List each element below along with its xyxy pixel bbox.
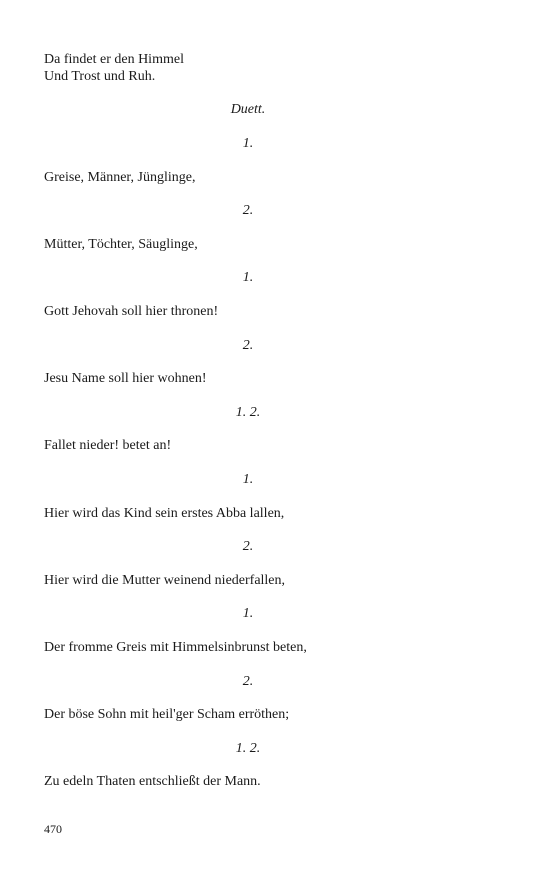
speaker-label: 1. 2. [235, 405, 261, 420]
verse-line: Hier wird die Mutter weinend niederfallen, [44, 573, 286, 588]
speaker-label: 2. [242, 203, 254, 218]
speaker-label: 2. [242, 338, 254, 353]
speaker-label: 2. [242, 674, 254, 689]
intro-line-1: Da findet er den Himmel [44, 52, 184, 67]
speaker-label: 2. [242, 539, 254, 554]
intro-line-2: Und Trost und Ruh. [44, 69, 156, 84]
verse-line: Mütter, Töchter, Säuglinge, [44, 237, 198, 252]
speaker-label: 1. [242, 136, 254, 151]
speaker-label: 1. 2. [235, 741, 261, 756]
speaker-label: 1. [242, 472, 254, 487]
verse-line: Fallet nieder! betet an! [44, 438, 172, 453]
speaker-label: 1. [242, 606, 254, 621]
verse-line: Hier wird das Kind sein erstes Abba lallen, [44, 506, 285, 521]
verse-line: Der fromme Greis mit Himmelsinbrunst beten, [44, 640, 307, 655]
verse-line: Greise, Männer, Jünglinge, [44, 170, 196, 185]
speaker-label: 1. [242, 270, 254, 285]
verse-line: Der böse Sohn mit heil'ger Scham erröthen; [44, 707, 290, 722]
verse-line: Zu edeln Thaten entschließt der Mann. [44, 774, 261, 789]
verse-line: Gott Jehovah soll hier thronen! [44, 304, 219, 319]
verse-line: Jesu Name soll hier wohnen! [44, 371, 207, 386]
page-number: 470 [44, 822, 62, 836]
section-heading: Duett. [230, 102, 266, 117]
